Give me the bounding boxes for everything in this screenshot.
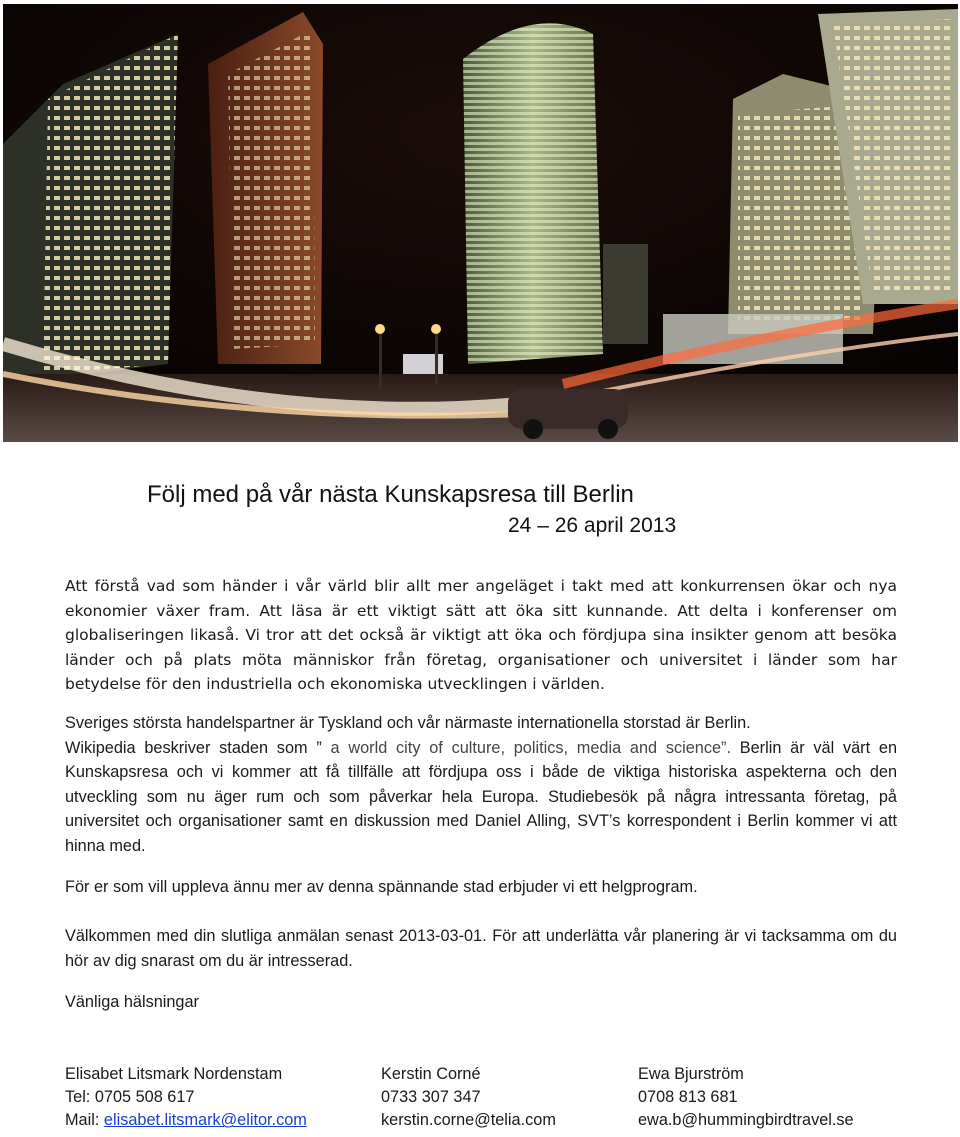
email-link[interactable]: elisabet.litsmark@elitor.com bbox=[103, 1111, 307, 1130]
contact-email: kerstin.corne@telia.com bbox=[381, 1111, 556, 1130]
contact-name: Kerstin Corné bbox=[381, 1065, 481, 1083]
contact-name: Elisabet Litsmark Nordenstam bbox=[65, 1065, 283, 1083]
registration-paragraph: Välkommen med din slutliga anmälan senast 2013-03-01. För att underlätta vår planering är vi tacksamma om du hör av dig snarast om du är intresserad. bbox=[65, 927, 897, 970]
contact-mail-row bbox=[65, 1109, 307, 1132]
hero-photo bbox=[3, 4, 958, 442]
wikipedia-quote: a world city of culture, politics, media and science”. bbox=[330, 738, 731, 757]
mail-label: Mail: bbox=[65, 1111, 104, 1130]
berlin-paragraph bbox=[65, 711, 897, 859]
contact-name: Ewa Bjurström bbox=[638, 1065, 744, 1083]
berlin-rest: Berlin är väl värt en Kunskapsresa och vi kommer att få tillfälle att fördjupa oss i både de viktiga historiska aspekterna och den utveckling som nu äger rum och som påverkar hela Europa. Studiebesök på några intressanta företag, på universitet och organisationer samt en diskussion med Daniel Alling, SVT’s korrespondent i Berlin kommer vi att hinna med. bbox=[65, 738, 897, 855]
intro-part2: Vi tror att det också är viktigt att öka och fördjupa sina insikter genom att besöka länder och på plats möta människor från företag, organisationer och universitet i länder som har betydelse för den industriella och ekonomiska utvecklingen i världen. bbox=[65, 626, 897, 693]
weekend-program-paragraph: För er som vill uppleva ännu mer av denna spännande stad erbjuder vi ett helgprogram. bbox=[65, 878, 698, 896]
contact-phone: Tel: 0705 508 617 bbox=[65, 1088, 195, 1107]
contact-phone: 0733 307 347 bbox=[381, 1088, 481, 1107]
contact-phone: 0708 813 681 bbox=[638, 1088, 738, 1107]
trip-dates: 24 – 26 april 2013 bbox=[508, 514, 677, 537]
greeting: Vänliga hälsningar bbox=[65, 993, 199, 1011]
city-night-photo-icon bbox=[3, 4, 958, 442]
wikipedia-intro: Wikipedia beskriver staden som ” bbox=[65, 738, 322, 757]
berlin-line1: Sveriges största handelspartner är Tyskland och vår närmaste internationella storstad är Berlin. bbox=[65, 714, 751, 732]
intro-part1: Att förstå vad som händer i vår värld blir allt mer angeläget i takt med att konkurrensen ökar och nya ekonomier växer fram. Att läsa är ett viktigt sätt att öka sitt kunnande. Att delta i konferenser om globaliseringen likaså. bbox=[65, 577, 897, 644]
contact-email: ewa.b@hummingbirdtravel.se bbox=[638, 1111, 854, 1130]
contact-kerstin bbox=[381, 1063, 556, 1133]
page-title: Följ med på vår nästa Kunskapsresa till Berlin bbox=[147, 481, 634, 508]
contact-ewa bbox=[638, 1063, 854, 1133]
contact-elisabet bbox=[65, 1063, 307, 1133]
intro-paragraph bbox=[65, 574, 897, 697]
